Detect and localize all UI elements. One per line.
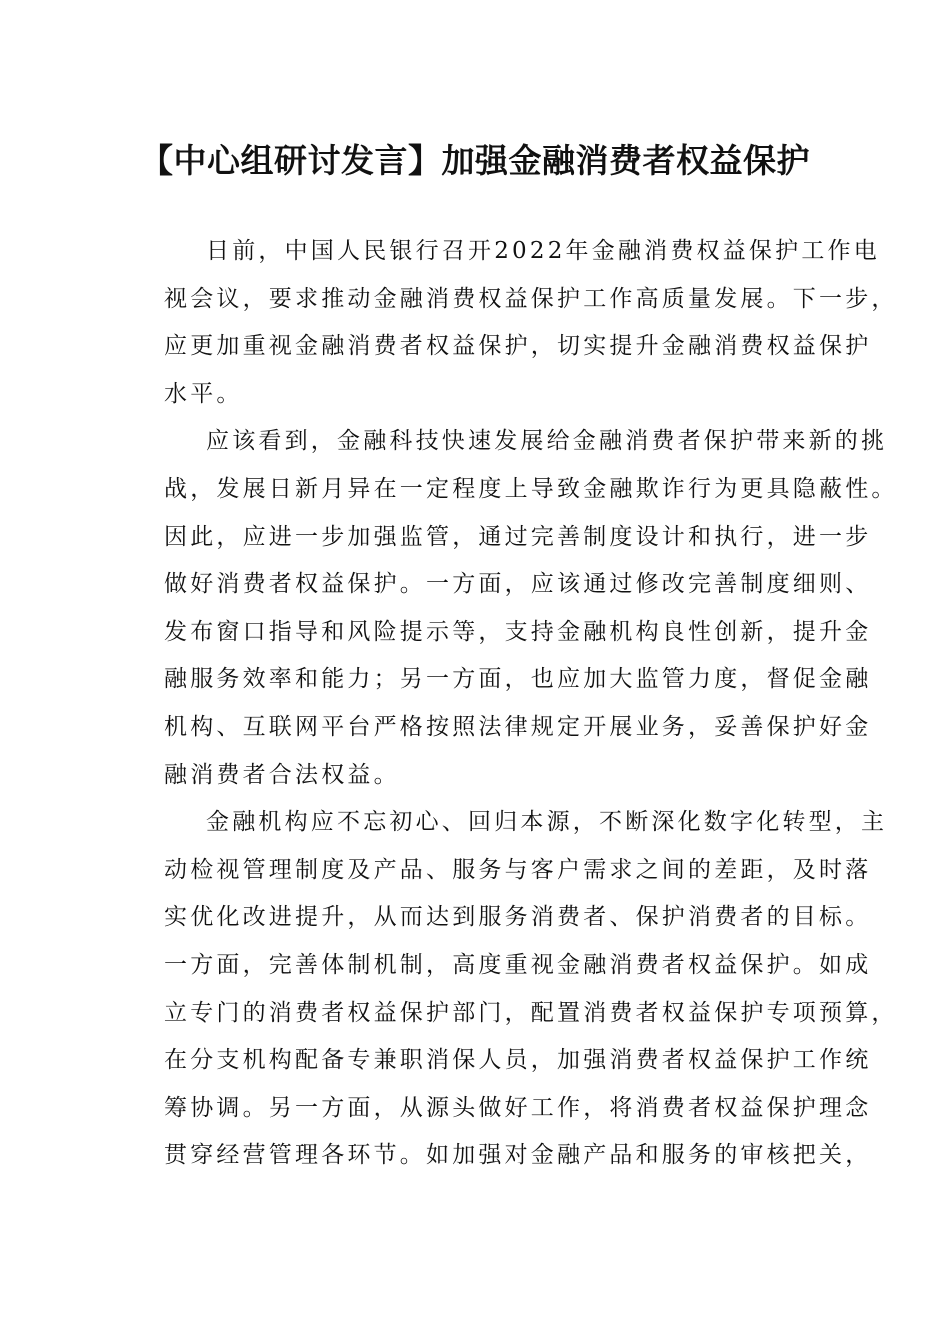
paragraph-1	[118, 228, 898, 418]
text-line: 一方面，完善体制机制，高度重视金融消费者权益保护。如成	[164, 951, 872, 978]
text-line: 贯穿经营管理各环节。如加强对金融产品和服务的审核把关，	[164, 1142, 872, 1169]
paragraph-2	[118, 418, 898, 799]
text-line: 日前，中国人民银行召开2022年金融消费权益保护工作电	[206, 238, 880, 264]
text-line: 水平。	[164, 380, 243, 407]
text-line: 融服务效率和能力；另一方面，也应加大监管力度，督促金融	[164, 666, 872, 693]
text-line: 战，发展日新月异在一定程度上导致金融欺诈行为更具隐蔽性。	[164, 475, 898, 502]
text-line: 应更加重视金融消费者权益保护，切实提升金融消费权益保护	[164, 333, 872, 360]
text-line: 实优化改进提升，从而达到服务消费者、保护消费者的目标。	[164, 904, 872, 931]
text-line: 视会议，要求推动金融消费权益保护工作高质量发展。下一步，	[164, 285, 898, 312]
text-line: 筹协调。另一方面，从源头做好工作，将消费者权益保护理念	[164, 1094, 872, 1121]
document-title: 【中心组研讨发言】加强金融消费者权益保护	[140, 141, 810, 180]
text-line: 做好消费者权益保护。一方面，应该通过修改完善制度细则、	[164, 571, 872, 598]
text-line: 应该看到，金融科技快速发展给金融消费者保护带来新的挑	[206, 428, 888, 455]
text-line: 融消费者合法权益。	[164, 761, 400, 788]
text-line: 发布窗口指导和风险提示等，支持金融机构良性创新，提升金	[164, 618, 872, 645]
text-line: 机构、互联网平台严格按照法律规定开展业务，妥善保护好金	[164, 713, 872, 740]
text-line: 立专门的消费者权益保护部门，配置消费者权益保护专项预算，	[164, 999, 898, 1026]
text-line: 金融机构应不忘初心、回归本源，不断深化数字化转型，主	[206, 809, 888, 836]
paragraph-3	[118, 799, 898, 1180]
document-body	[118, 228, 898, 1180]
text-line: 因此，应进一步加强监管，通过完善制度设计和执行，进一步	[164, 523, 872, 550]
text-line: 动检视管理制度及产品、服务与客户需求之间的差距，及时落	[164, 856, 872, 883]
text-line: 在分支机构配备专兼职消保人员，加强消费者权益保护工作统	[164, 1047, 872, 1074]
